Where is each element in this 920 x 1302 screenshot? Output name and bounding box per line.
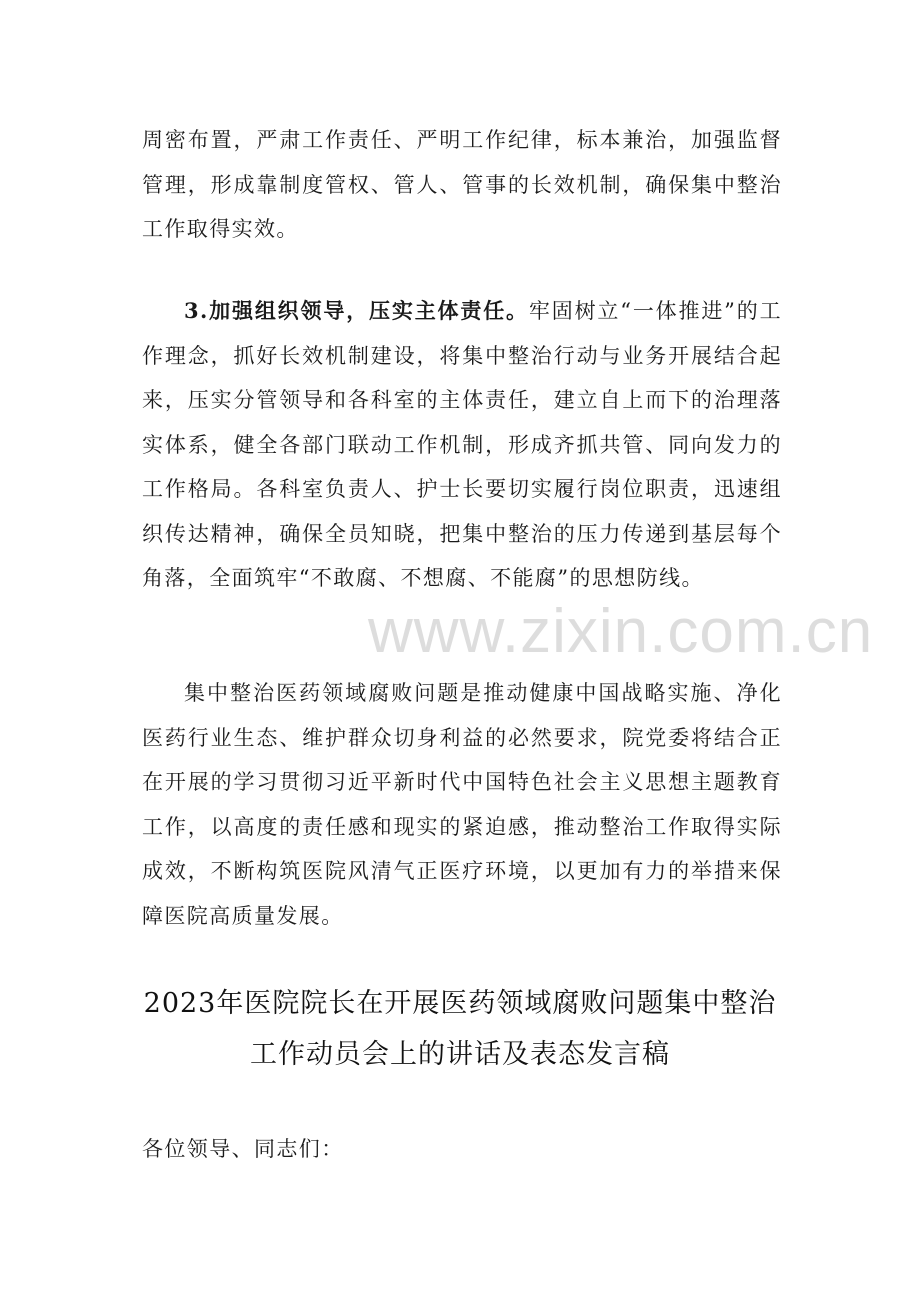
paragraph-continuation: 周密布置，严肃工作责任、严明工作纪律，标本兼治，加强监督管理，形成靠制度管权、管人、管事的长效机制，确保集中整治工作取得实效。: [142, 128, 782, 241]
title-line-1: 2023年医院院长在开展医药领域腐败问题集中整治: [143, 988, 777, 1019]
paragraph-body: 牢固树立“一体推进”的工作理念，抓好长效机制建设，将集中整治行动与业务开展结合起来，压实分管领导和各科室的主体责任，建立自上而下的治理落实体系，健全各部门联动工作机制，形成齐抓共管、同向发力的工作格局。各科室负责人、护士长要切实履行岗位职责，迅速组织传达精神，确保全员知晓，把集中整治的压力传递到基层每个角落，全面筑牢“不敢腐、不想腐、不能腐”的思想防线。: [142, 299, 782, 590]
salutation: 各位领导、同志们：: [142, 1137, 344, 1161]
watermark: www.zixin.com.cn: [368, 597, 874, 666]
paragraph-organization-leadership: [142, 289, 782, 601]
title-line-2: 工作动员会上的讲话及表态发言稿: [250, 1039, 670, 1070]
paragraph-heading: 3.加强组织领导，压实主体责任。: [184, 298, 529, 323]
speech-title: [110, 978, 810, 1080]
paragraph-conclusion: 集中整治医药领域腐败问题是推动健康中国战略实施、净化医药行业生态、维护群众切身利益的必然要求，院党委将结合正在开展的学习贯彻习近平新时代中国特色社会主义思想主题教育工作，以高度的责任感和现实的紧迫感，推动整治工作取得实际成效，不断构筑医院风清气正医疗环境，以更加有力的举措来保障医院高质量发展。: [142, 681, 782, 928]
